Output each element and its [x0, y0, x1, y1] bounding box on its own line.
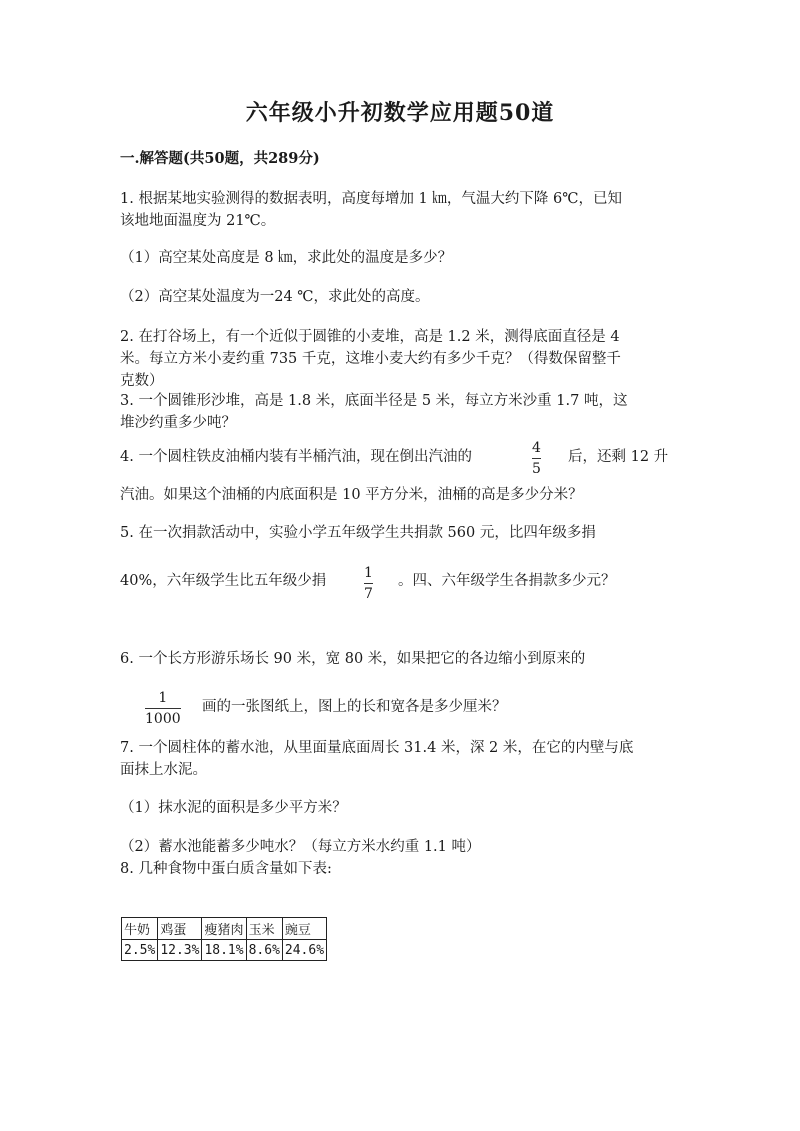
- q7-line-2: 面抹上水泥。: [120, 762, 207, 778]
- table-cell: 18.1%: [202, 940, 246, 961]
- q5-line-1: 5. 在一次捐款活动中，实验小学五年级学生共捐款 560 元，比四年级多捐: [120, 525, 596, 541]
- fraction-bar: [364, 583, 373, 584]
- section-heading: 一.解答题(共50题，共289分): [120, 150, 320, 167]
- q3-line-2: 堆沙约重多少吨？: [120, 415, 236, 431]
- q4-line-1-start: 4. 一个圆柱铁皮油桶内装有半桶汽油，现在倒出汽油的: [120, 449, 472, 465]
- q5-line-2-start: 40%，六年级学生比五年级少捐: [120, 573, 327, 589]
- table-header-row: [122, 918, 327, 940]
- q6-line-1: 6. 一个长方形游乐场长 90 米，宽 80 米，如果把它的各边缩小到原来的: [120, 651, 586, 667]
- q5-line-2-end: 。四、六年级学生各捐款多少元？: [398, 573, 616, 589]
- q7-sub-2: （2）蓄水池能蓄多少吨水？（每立方米水约重 1.1 吨）: [120, 839, 481, 855]
- q6-fraction-numerator: 1: [158, 690, 168, 706]
- table-header-cell: 玉米: [246, 918, 282, 940]
- q4-fraction-numerator: 4: [532, 440, 541, 456]
- q1-sub-2: （2）高空某处温度为一24 ℃，求此处的高度。: [120, 289, 430, 305]
- q7-sub-1: （1）抹水泥的面积是多少平方米？: [120, 800, 347, 816]
- q6-line-2: 画的一张图纸上，图上的长和宽各是多少厘米？: [202, 699, 507, 715]
- q2-line-2: 米。每立方米小麦约重 735 千克，这堆小麦大约有多少千克？（得数保留整千: [120, 351, 621, 367]
- table-header-cell: 鸡蛋: [158, 918, 202, 940]
- q6-fraction-denominator: 1000: [145, 711, 181, 727]
- q1-line-1: 1. 根据某地实验测得的数据表明，高度每增加 1 ㎞，气温大约下降 6℃，已知: [120, 191, 622, 207]
- q7-line-1: 7. 一个圆柱体的蓄水池，从里面量底面周长 31.4 米，深 2 米，在它的内壁与底: [120, 740, 634, 756]
- table-header-cell: 豌豆: [282, 918, 326, 940]
- table-cell: 12.3%: [158, 940, 202, 961]
- table-cell: 2.5%: [122, 940, 158, 961]
- q1-line-2: 该地地面温度为 21℃。: [120, 213, 276, 229]
- q8-line-1: 8. 几种食物中蛋白质含量如下表:: [120, 861, 332, 877]
- table-header-cell: 牛奶: [122, 918, 158, 940]
- q6-fraction: [145, 690, 181, 727]
- table-cell: 24.6%: [282, 940, 326, 961]
- protein-table: [121, 917, 327, 961]
- q5-fraction: [364, 565, 373, 602]
- fraction-bar: [145, 708, 181, 709]
- q4-fraction: [532, 440, 541, 477]
- q5-fraction-denominator: 7: [364, 586, 373, 602]
- q3-line-1: 3. 一个圆锥形沙堆，高是 1.8 米，底面半径是 5 米，每立方米沙重 1.7 吨，这: [120, 393, 628, 409]
- table-row: [122, 940, 327, 961]
- q2-line-3: 克数）: [120, 373, 164, 389]
- q2-line-1: 2. 在打谷场上，有一个近似于圆锥的小麦堆，高是 1.2 米，测得底面直径是 4: [120, 329, 620, 345]
- q5-fraction-numerator: 1: [364, 565, 373, 581]
- q4-line-1-end: 后，还剩 12 升: [568, 449, 669, 465]
- table-header-cell: 瘦猪肉: [202, 918, 246, 940]
- q4-line-2: 汽油。如果这个油桶的内底面积是 10 平方分米，油桶的高是多少分米？: [120, 487, 583, 503]
- fraction-bar: [532, 458, 541, 459]
- table-cell: 8.6%: [246, 940, 282, 961]
- q1-sub-1: （1）高空某处高度是 8 ㎞，求此处的温度是多少？: [120, 250, 453, 266]
- page-title: 六年级小升初数学应用题50道: [245, 100, 555, 126]
- q4-fraction-denominator: 5: [532, 461, 541, 477]
